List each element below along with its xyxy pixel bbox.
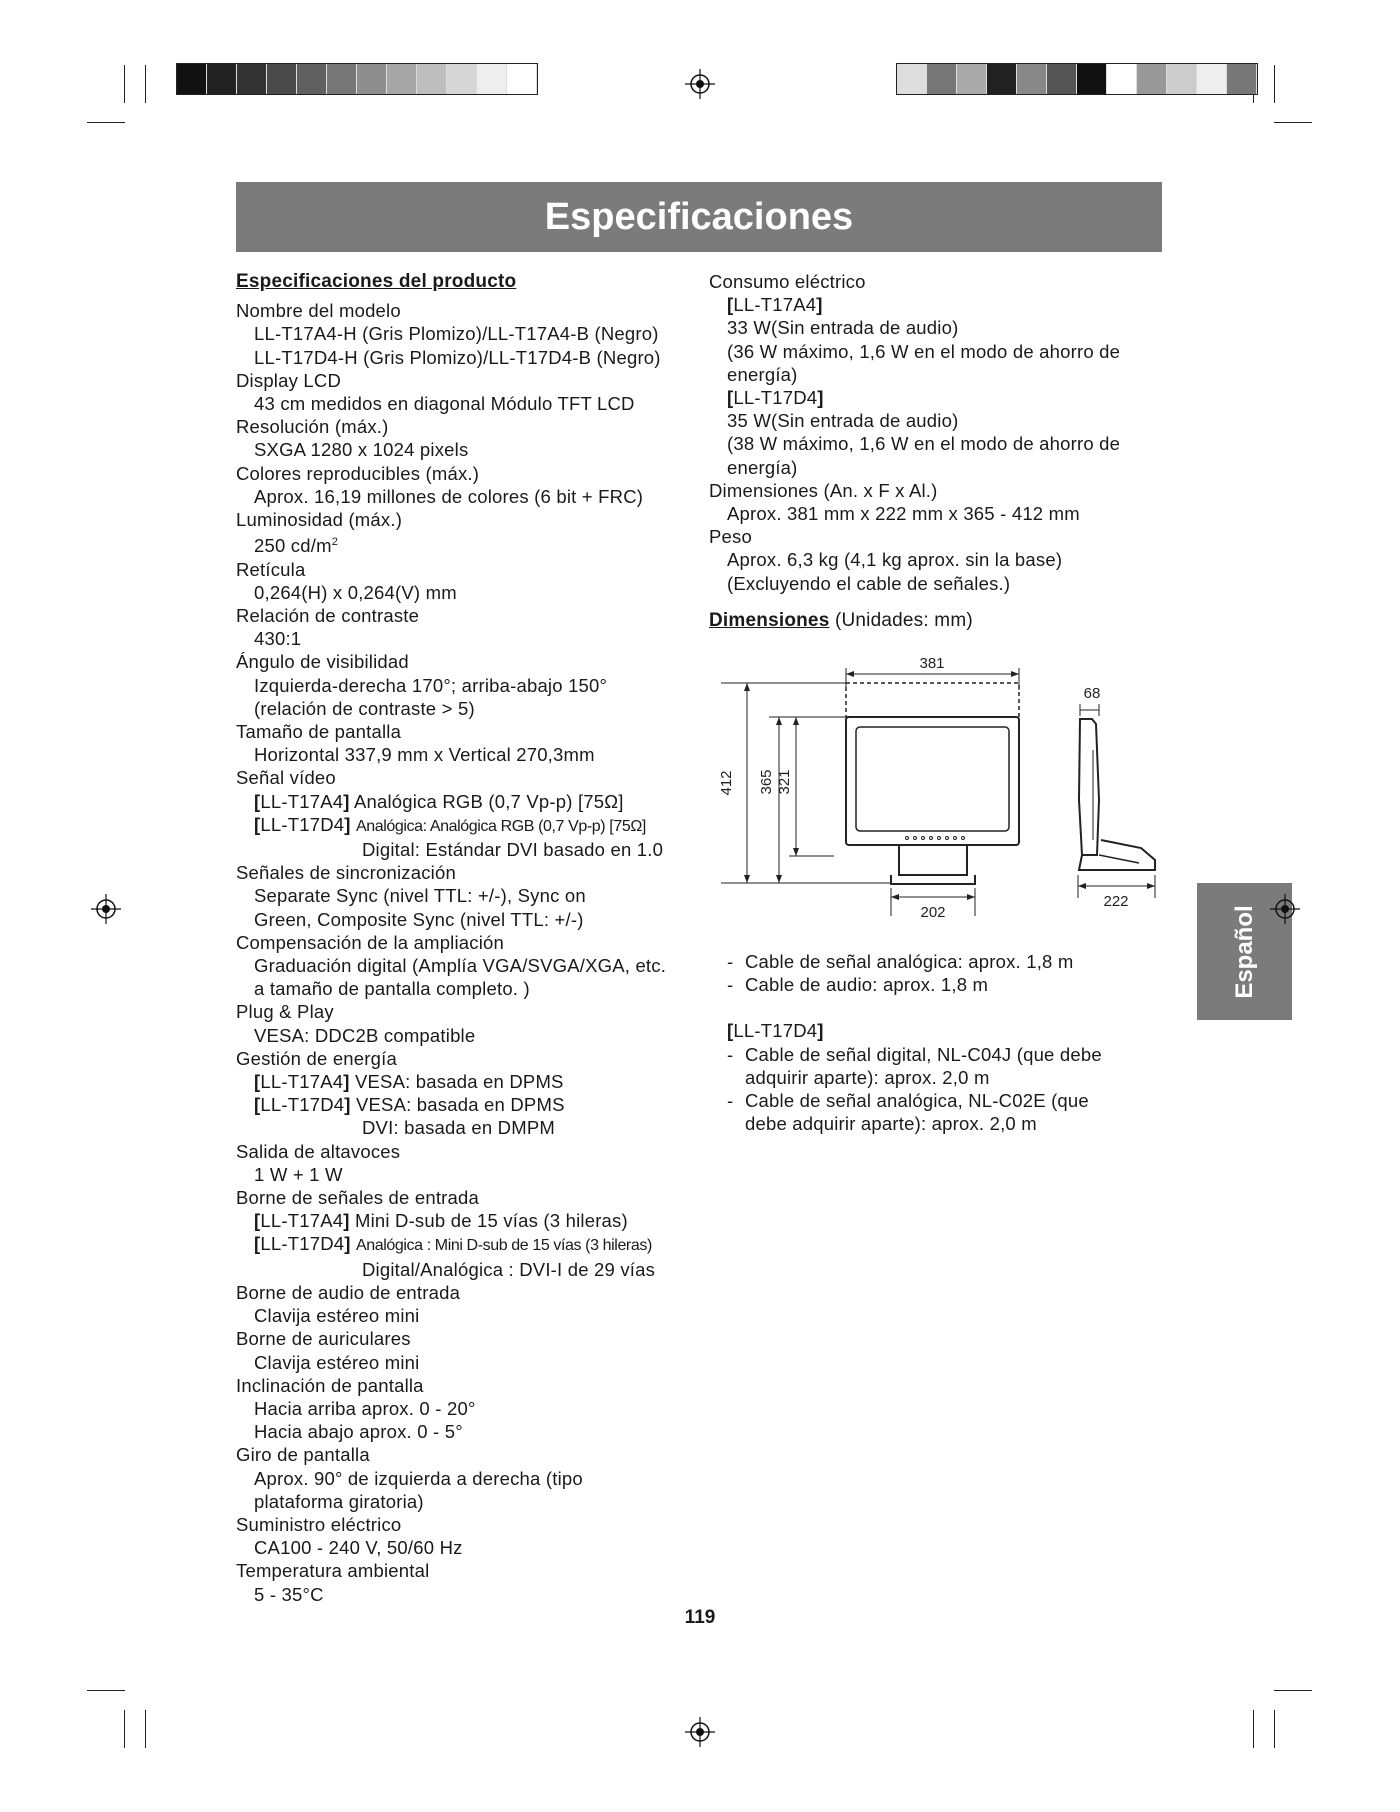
spec-label: Suministro eléctrico [236,1513,402,1535]
superscript: 2 [331,536,339,549]
spec-value: Green, Composite Sync (nivel TTL: +/-) [254,908,584,930]
spec-label: Compensación de la ampliación [236,931,505,953]
dimension-diagram [709,650,1189,930]
spec-value: 1 W + 1 W [254,1163,343,1185]
dimensions-heading-units: (Unidades: mm) [829,609,973,631]
spec-label: Borne de audio de entrada [236,1281,461,1303]
registration-mark-bottom [685,1717,715,1747]
spec-value: (Excluyendo el cable de señales.) [727,572,1011,594]
spec-value: Hacia arriba aprox. 0 - 20° [254,1397,476,1419]
spec-value: 5 - 35°C [254,1583,324,1605]
spec-value: (38 W máximo, 1,6 W en el modo de ahorro de [727,433,1121,455]
spec-label: Retícula [236,558,306,580]
cable-item: Cable de señal analógica, NL-C02E (que [745,1090,1089,1112]
cable-item: debe adquirir aparte): aprox. 2,0 m [745,1113,1037,1135]
raised-height-outline [846,683,1019,717]
spec-value: Hacia abajo aprox. 0 - 5° [254,1421,463,1443]
spec-value: 430:1 [254,628,302,650]
spec-label: Dimensiones (An. x F x Al.) [709,479,938,501]
spec-value: Digital/Analógica : DVI-I de 29 vías [362,1258,656,1280]
spec-list-right [709,270,1179,632]
spec-value [236,531,696,557]
spec-value: plataforma giratoria) [254,1490,424,1512]
spec-text: Analógica: Analógica RGB (0,7 Vp-p) [75Ω] [355,817,646,835]
model-tag: LL-T17A4 [260,790,344,812]
spec-value: Aprox. 6,3 kg (4,1 kg aprox. sin la base) [727,549,1063,571]
monitor-front-bezel [846,717,1019,845]
spec-label: Display LCD [236,369,342,391]
spec-value: energía) [727,456,798,478]
spec-value: energía) [727,363,798,385]
model-tag: LL-T17A4 [260,1071,344,1093]
model-tag: LL-T17D4 [733,1020,818,1042]
model-tag: LL-T17D4 [260,813,345,835]
spec-list-left [236,270,696,1606]
dim-label-height-max: 412 [718,770,735,796]
model-tag-line: [LL-T17D4] [727,1020,824,1042]
spec-value: Digital: Estándar DVI basado en 1.0 [362,839,664,861]
spec-value: Separate Sync (nivel TTL: +/-), Sync on [254,885,586,907]
spec-label: Ángulo de visibilidad [236,651,409,673]
spec-value: [LL-T17D4] VESA: basada en DPMS [254,1094,565,1116]
registration-mark-top [685,69,715,99]
spec-value: 43 cm medidos en diagonal Módulo TFT LCD [254,393,635,415]
spec-value: Izquierda-derecha 170°; arriba-abajo 150° [254,674,608,696]
language-tab-label: Español [1230,904,1258,999]
dim-label-base-width: 202 [920,904,946,921]
list-item: - Cable de señal analógica, NL-C02E (que debe adquirir aparte): aprox. 2,0 m [727,1090,1089,1135]
dimensions-heading-bold: Dimensiones [709,609,830,631]
cable-item: Cable de señal analógica: aprox. 1,8 m [745,951,1074,972]
cable-item: adquirir aparte): aprox. 2,0 m [745,1066,990,1088]
spec-value: (36 W máximo, 1,6 W en el modo de ahorro de [727,340,1121,362]
color-bar-right [896,63,1258,95]
model-tag: LL-T17A4 [260,1210,344,1232]
spec-value: [LL-T17A4] VESA: basada en DPMS [254,1071,564,1093]
front-panel-buttons [906,837,965,840]
registration-mark-left [91,894,121,924]
spec-text: Analógica : Mini D-sub de 15 vías (3 hileras) [355,1237,652,1255]
spec-label: Consumo eléctrico [709,271,866,292]
spec-text: VESA: basada en DPMS [355,1094,565,1116]
cable-notes [727,950,1167,1135]
spec-label: Relación de contraste [236,605,420,626]
list-item: - Cable de audio: aprox. 1,8 m [727,974,989,996]
model-tag: LL-T17A4 [733,294,817,316]
spec-value: Clavija estéreo mini [254,1305,420,1327]
spec-label: Nombre del modelo [236,300,401,322]
spec-label: Temperatura ambiental [236,1560,430,1582]
spec-label: Señales de sincronización [236,862,456,884]
spec-value: Horizontal 337,9 mm x Vertical 270,3mm [254,744,595,766]
spec-value: Graduación digital (Amplía VGA/SVGA/XGA, etc. [254,955,667,977]
spec-label: Peso [709,526,752,548]
spec-label: Giro de pantalla [236,1444,370,1466]
model-tag: LL-T17D4 [733,387,818,409]
model-tag-line: [LL-T17A4] [727,294,823,316]
spec-value: [LL-T17D4] Analógica: Analógica RGB (0,7 Vp-p) [75Ω] [254,813,646,835]
spec-value: VESA: DDC2B compatible [254,1024,476,1046]
spec-value: SXGA 1280 x 1024 pixels [254,439,469,461]
model-tag: LL-T17D4 [260,1094,345,1116]
spec-value: [LL-T17A4] Analógica RGB (0,7 Vp-p) [75Ω] [254,790,624,812]
spec-label: Plug & Play [236,1001,334,1023]
spec-value: CA100 - 240 V, 50/60 Hz [254,1537,463,1559]
spec-value: DVI: basada en DMPM [362,1117,555,1139]
color-bar-left [176,63,538,95]
model-tag: LL-T17D4 [260,1233,345,1255]
cable-item: Cable de audio: aprox. 1,8 m [745,974,989,996]
dim-label-depth-top: 68 [1083,685,1101,702]
monitor-stand-neck [899,845,967,875]
spec-value: a tamaño de pantalla completo. ) [254,978,530,1000]
registration-mark-right [1270,894,1300,924]
list-item: - Cable de señal digital, NL-C04J (que debe adquirir aparte): aprox. 2,0 m [727,1043,1102,1088]
page-title: Especificaciones [544,196,854,238]
spec-value: 0,264(H) x 0,264(V) mm [254,581,457,603]
spec-value: Aprox. 381 mm x 222 mm x 365 - 412 mm [727,503,1080,525]
spec-label: Gestión de energía [236,1047,397,1069]
spec-value: Aprox. 16,19 millones de colores (6 bit + FRC) [254,485,644,507]
spec-label: Señal vídeo [236,767,336,789]
spec-label: Colores reproducibles (máx.) [236,462,480,484]
spec-label: Inclinación de pantalla [236,1374,424,1396]
spec-value: (relación de contraste > 5) [254,697,475,719]
dim-label-height-screen: 321 [776,769,793,795]
spec-value: LL-T17A4-H (Gris Plomizo)/LL-T17A4-B (Negro) [254,323,659,345]
monitor-side-panel [1079,719,1099,855]
spec-value: [LL-T17A4] Mini D-sub de 15 vías (3 hileras) [254,1210,628,1232]
cable-item: Cable de señal digital, NL-C04J (que debe [745,1043,1102,1065]
spec-value: [LL-T17D4] Analógica : Mini D-sub de 15 vías (3 hileras) [254,1233,652,1255]
spec-text: Mini D-sub de 15 vías (3 hileras) [354,1210,628,1232]
monitor-front-screen [856,727,1009,831]
spec-label: Tamaño de pantalla [236,721,402,743]
page-number: 119 [684,1607,716,1628]
section-heading-dimensions [709,609,1179,632]
dim-label-height-min: 365 [758,769,775,795]
spec-value: 33 W(Sin entrada de audio) [727,317,959,339]
spec-label: Resolución (máx.) [236,416,389,438]
model-tag-line: [LL-T17D4] [727,387,824,409]
spec-text: VESA: basada en DPMS [354,1071,564,1093]
luminance-value: 250 cd/m [254,535,332,557]
spec-value: 35 W(Sin entrada de audio) [727,410,959,432]
spec-label: Salida de altavoces [236,1140,401,1162]
spec-label: Borne de señales de entrada [236,1187,479,1209]
spec-value: Clavija estéreo mini [254,1351,420,1373]
list-item: - Cable de señal analógica: aprox. 1,8 m [727,951,1074,972]
spec-value: Aprox. 90° de izquierda a derecha (tipo [254,1467,583,1489]
title-band [236,182,1162,252]
spec-label: Luminosidad (máx.) [236,509,403,531]
spec-value: LL-T17D4-H (Gris Plomizo)/LL-T17D4-B (Negro) [254,346,661,368]
spec-text: Analógica RGB (0,7 Vp-p) [75Ω] [353,790,624,812]
monitor-stand-base [891,875,975,884]
dim-label-width: 381 [919,655,945,672]
section-heading-product-specs: Especificaciones del producto [236,271,517,292]
dim-label-base-depth: 222 [1103,893,1129,910]
spec-label: Borne de auriculares [236,1328,411,1350]
